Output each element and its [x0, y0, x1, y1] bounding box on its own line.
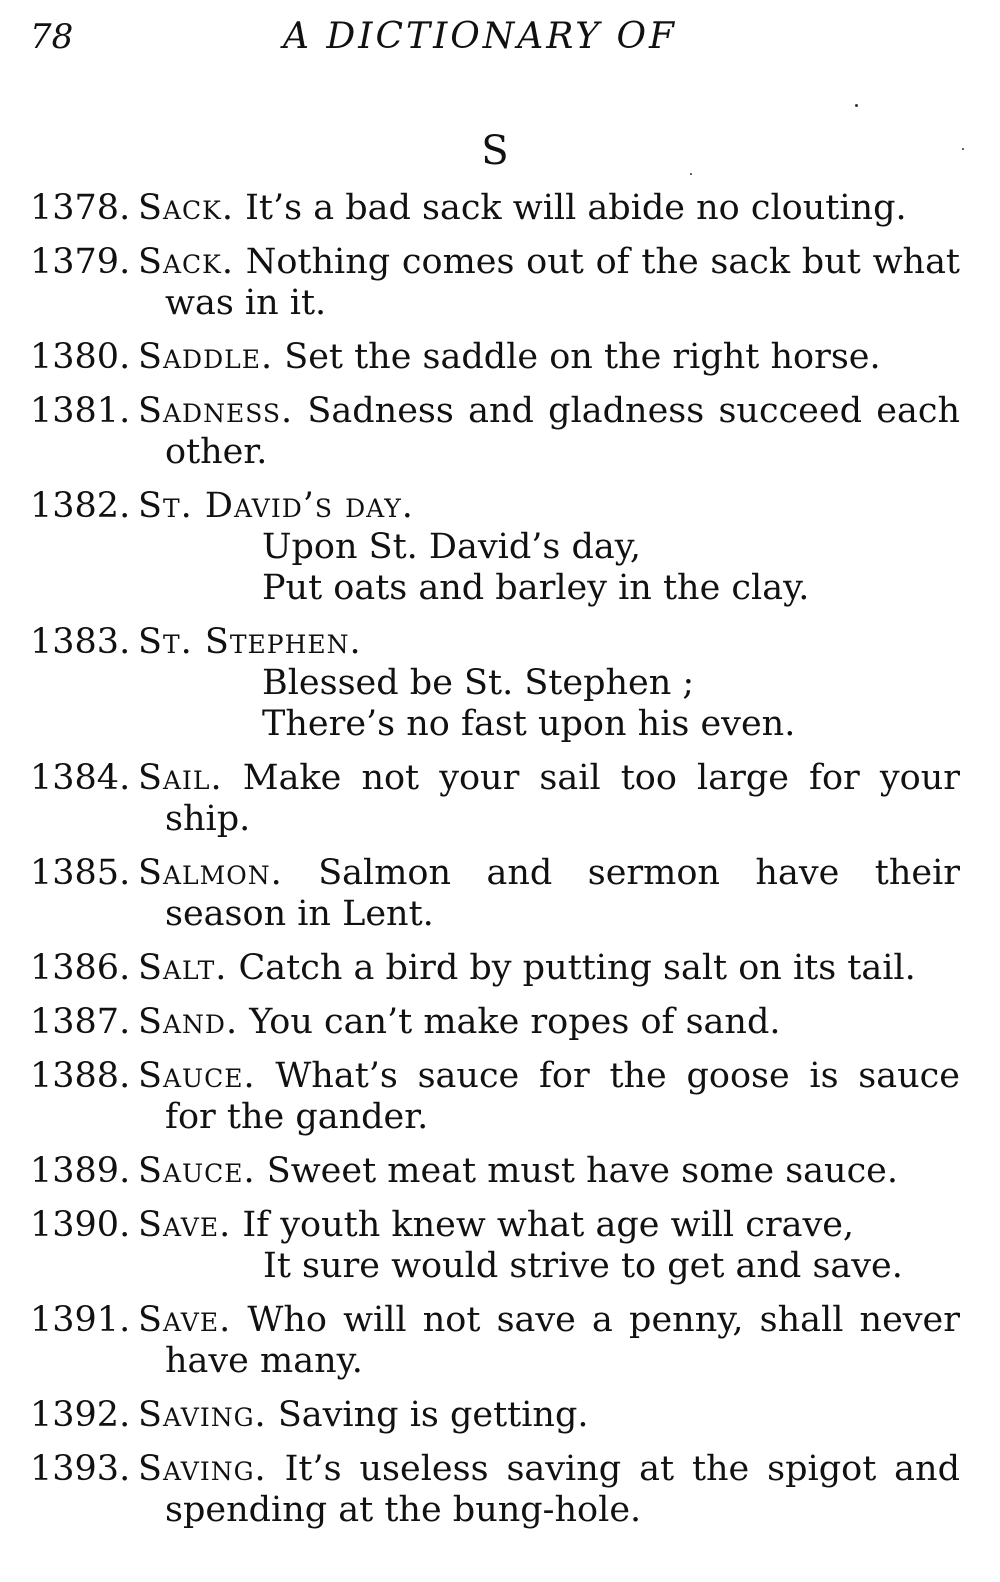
entry-headword: Save. — [138, 1205, 232, 1245]
print-speck — [855, 104, 858, 107]
entry-number: 1383. — [30, 622, 131, 662]
entry-headword: Saddle. — [138, 337, 274, 377]
entry-body — [138, 622, 960, 745]
entry-text: Catch a bird by putting salt on its tail. — [227, 948, 916, 988]
entry-headword: Saving. — [138, 1395, 267, 1435]
entry-number: 1392. — [30, 1395, 131, 1435]
entry-text: It’s useless saving at the spigot and spending at the bung-hole. — [165, 1449, 960, 1530]
print-speck — [690, 173, 692, 175]
entry-1381 — [30, 391, 960, 473]
entry-text: It’s a bad sack will abide no clouting. — [233, 188, 907, 228]
entry-headword: Salmon. — [138, 853, 283, 893]
entry-1392 — [30, 1395, 960, 1436]
entry-headword: Sail. — [138, 758, 223, 798]
entry-1379 — [30, 242, 960, 324]
entry-number: 1391. — [30, 1300, 131, 1340]
entry-1378 — [30, 188, 960, 229]
entry-1390 — [30, 1205, 960, 1287]
entry-number: 1386. — [30, 948, 131, 988]
verse-line: Blessed be St. Stephen ; — [262, 663, 695, 703]
page-number: 78 — [30, 17, 74, 57]
entry-number: 1389. — [30, 1151, 131, 1191]
entry-number: 1381. — [30, 391, 131, 431]
entry-text: Who will not save a penny, shall never have many. — [165, 1300, 960, 1381]
entry-body — [138, 1002, 960, 1043]
entry-text: What’s sauce for the goose is sauce for the gander. — [165, 1056, 960, 1137]
entry-text: Saving is getting. — [266, 1395, 589, 1435]
entry-text: Set the saddle on the right horse. — [273, 337, 881, 377]
entry-headword: Sadness. — [138, 391, 294, 431]
entry-body — [138, 486, 960, 609]
entry-1393 — [30, 1449, 960, 1531]
entry-number: 1387. — [30, 1002, 131, 1042]
entry-1386 — [30, 948, 960, 989]
entry-text: Salmon and sermon have their season in Lent. — [165, 853, 960, 934]
entry-body — [138, 1300, 960, 1382]
entry-headword: Sauce. — [138, 1056, 256, 1096]
entry-1385 — [30, 853, 960, 935]
entry-body — [138, 1205, 960, 1287]
entry-number: 1390. — [30, 1205, 131, 1245]
entry-body — [138, 188, 960, 229]
entry-headword: Sack. — [138, 188, 234, 228]
entry-1387 — [30, 1002, 960, 1043]
entry-number: 1380. — [30, 337, 131, 377]
entry-text: If youth knew what age will crave, — [231, 1205, 855, 1245]
entry-headword: Sand. — [138, 1002, 239, 1042]
entry-headword: St. David’s day. — [138, 486, 414, 526]
entry-text: You can’t make ropes of sand. — [238, 1002, 781, 1042]
entry-number: 1393. — [30, 1449, 131, 1489]
entry-1380 — [30, 337, 960, 378]
entry-1389 — [30, 1151, 960, 1192]
entry-headword: Sauce. — [138, 1151, 256, 1191]
entry-body — [138, 337, 960, 378]
entry-body — [138, 391, 960, 473]
section-letter: S — [481, 128, 509, 174]
entry-number: 1378. — [30, 188, 131, 228]
entry-headword: Save. — [138, 1300, 232, 1340]
entry-body — [138, 1395, 960, 1436]
running-head — [30, 14, 960, 60]
verse-line: It sure would strive to get and save. — [263, 1246, 903, 1286]
entry-number: 1379. — [30, 242, 131, 282]
entry-headword: Salt. — [138, 948, 228, 988]
verse-line: Upon St. David’s day, — [262, 527, 641, 567]
entry-body — [138, 1151, 960, 1192]
entry-headword: Saving. — [138, 1449, 267, 1489]
entry-text: Make not your sail too large for your ship. — [165, 758, 960, 839]
verse-line: Put oats and barley in the clay. — [262, 568, 810, 608]
entry-1384 — [30, 758, 960, 840]
entry-text: Sadness and gladness succeed each other. — [165, 391, 960, 472]
entry-body — [138, 853, 960, 935]
entry-body — [138, 1449, 960, 1531]
verse-line: There’s no fast upon his even. — [262, 704, 796, 744]
entry-headword: Sack. — [138, 242, 234, 282]
entry-body — [138, 758, 960, 840]
entry-body — [138, 948, 960, 989]
entry-number: 1382. — [30, 486, 131, 526]
entry-list — [30, 188, 960, 1544]
entry-1382 — [30, 486, 960, 609]
entry-body — [138, 1056, 960, 1138]
entry-number: 1384. — [30, 758, 131, 798]
entry-number: 1385. — [30, 853, 131, 893]
entry-body — [138, 242, 960, 324]
entry-text: Sweet meat must have some sauce. — [255, 1151, 899, 1191]
running-title: A DICTIONARY OF — [282, 16, 677, 57]
entry-1388 — [30, 1056, 960, 1138]
entry-headword: St. Stephen. — [138, 622, 362, 662]
print-speck — [962, 148, 964, 150]
entry-1383 — [30, 622, 960, 745]
entry-number: 1388. — [30, 1056, 131, 1096]
entry-text: Nothing comes out of the sack but what was in it. — [165, 242, 960, 323]
entry-1391 — [30, 1300, 960, 1382]
